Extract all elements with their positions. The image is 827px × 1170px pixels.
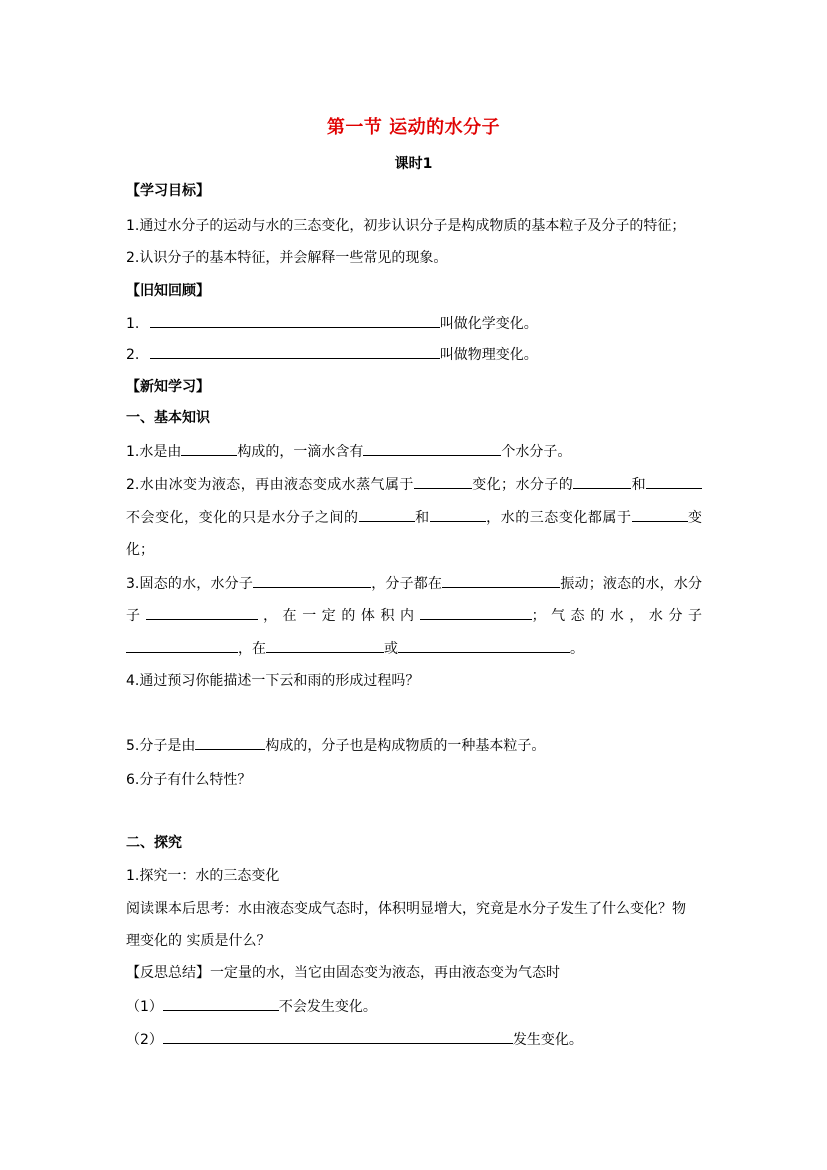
question-text: 构成的，分子也是构成物质的一种基本粒子。 [265, 738, 546, 754]
explore-reading-line-1: 阅读课本后思考：水由液态变成气态时，体积明显增大，究竟是水分子发生了什么变化？物 [126, 901, 686, 917]
review-item-2-text: 叫做物理变化。 [439, 347, 538, 363]
blank-field[interactable] [414, 474, 472, 489]
blank-field[interactable] [163, 1029, 513, 1044]
summary-item-text: 发生变化。 [512, 1032, 583, 1048]
blank-field[interactable] [359, 507, 415, 522]
blank-field[interactable] [430, 507, 486, 522]
question-3-line-1 [126, 573, 702, 594]
question-4: 4.通过预习你能描述一下云和雨的形成过程吗？ [126, 673, 420, 689]
question-text: 不会变化，变化的只是水分子之间的 [126, 510, 359, 526]
question-text: ；气态的水，水分子 [531, 608, 703, 624]
review-heading: 【旧知回顾】 [126, 283, 210, 299]
question-3-line-2 [126, 605, 702, 626]
blank-field[interactable] [146, 605, 258, 620]
summary-item-text: 不会发生变化。 [278, 999, 377, 1015]
question-6: 6.分子有什么特性？ [126, 772, 252, 788]
blank-field[interactable] [150, 313, 440, 328]
summary-item-2 [126, 1029, 583, 1050]
question-text: 变 [687, 510, 703, 526]
blank-field[interactable] [646, 474, 702, 489]
blank-field[interactable] [163, 996, 279, 1011]
objective-item-1: 1.通过水分子的运动与水的三态变化，初步认识分子是构成物质的基本粒子及分子的特征； [126, 218, 686, 234]
summary-line [126, 963, 560, 983]
question-text: 个水分子。 [501, 444, 572, 460]
blank-field[interactable] [150, 344, 440, 359]
question-2-line-3: 化； [126, 542, 154, 558]
question-text: 和 [414, 510, 430, 526]
question-text: ，在一定的体积内 [257, 608, 420, 624]
question-2-line-2 [126, 507, 702, 528]
summary-text: 一定量的水，当它由固态变为液态，再由液态变为气态时 [210, 965, 560, 981]
explore-item-1: 1.探究一：水的三态变化 [126, 868, 280, 884]
review-item-1-number: 1. [126, 316, 140, 332]
new-learning-heading: 【新知学习】 [126, 379, 210, 395]
question-2-line-1 [126, 474, 702, 495]
objective-item-2: 2.认识分子的基本特征，并会解释一些常见的现象。 [126, 250, 448, 266]
question-text: 和 [631, 477, 647, 493]
section-basic-knowledge: 一、基本知识 [126, 410, 210, 426]
question-text: 变化；水分子的 [471, 477, 574, 493]
page-title: 第一节 运动的水分子 [326, 117, 501, 138]
blank-field[interactable] [266, 638, 384, 653]
blank-field[interactable] [573, 474, 631, 489]
blank-field[interactable] [363, 441, 501, 456]
blank-field[interactable] [253, 573, 371, 588]
question-text: 构成的，一滴水含有 [237, 444, 364, 460]
blank-field[interactable] [420, 605, 532, 620]
blank-field[interactable] [632, 507, 688, 522]
question-1 [126, 441, 571, 462]
question-text: ，在 [238, 641, 266, 657]
objectives-heading: 【学习目标】 [126, 183, 210, 199]
blank-field[interactable] [181, 441, 237, 456]
review-item-1 [126, 313, 538, 334]
question-text: ，水的三态变化都属于 [485, 510, 632, 526]
page-subtitle: 课时1 [394, 156, 433, 172]
question-text: 。 [570, 641, 584, 657]
question-3-line-3 [126, 638, 584, 659]
blank-field[interactable] [442, 573, 560, 588]
question-5 [126, 735, 545, 756]
blank-field[interactable] [195, 735, 265, 750]
summary-item-number: （1） [126, 999, 163, 1015]
blank-field[interactable] [398, 638, 570, 653]
question-text: 5.分子是由 [126, 738, 196, 754]
question-text: 3.固态的水，水分子 [126, 576, 254, 592]
section-explore: 二、探究 [126, 835, 182, 851]
review-item-2 [126, 344, 538, 365]
question-text: ，分子都在 [371, 576, 443, 592]
question-text: 子 [126, 608, 146, 624]
blank-field[interactable] [126, 638, 238, 653]
review-item-1-text: 叫做化学变化。 [439, 316, 538, 332]
summary-item-1 [126, 996, 377, 1017]
question-text: 1.水是由 [126, 444, 182, 460]
summary-item-number: （2） [126, 1032, 163, 1048]
question-text: 振动；液态的水，水分 [560, 576, 703, 592]
summary-heading: 【反思总结】 [126, 965, 210, 981]
explore-reading-line-2: 理变化的 实质是什么？ [126, 933, 271, 949]
question-text: 2.水由冰变为液态，再由液态变成水蒸气属于 [126, 477, 414, 493]
question-text: 或 [384, 641, 398, 657]
review-item-2-number: 2. [126, 347, 140, 363]
